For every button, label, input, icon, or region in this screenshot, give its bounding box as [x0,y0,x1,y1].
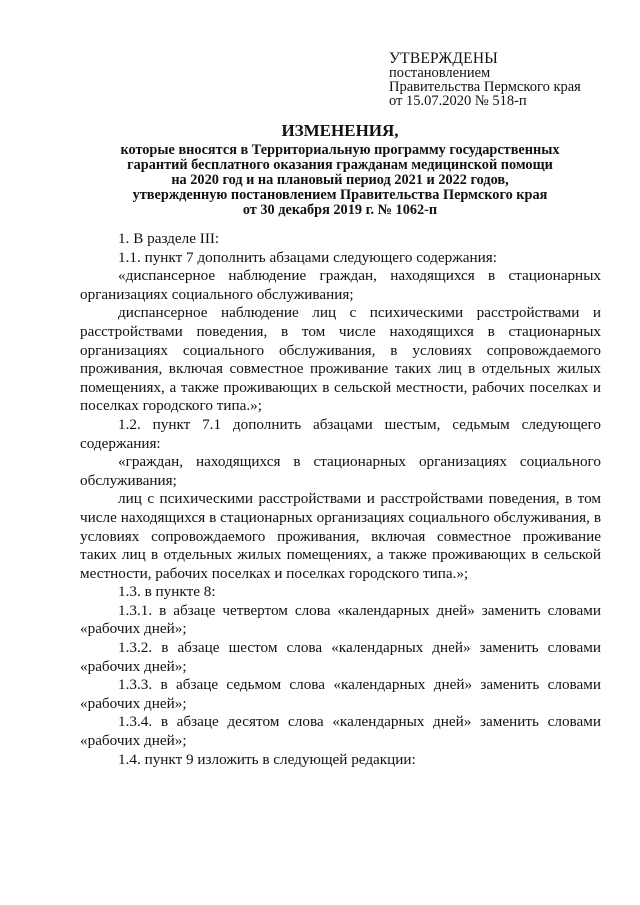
paragraph: 1.4. пункт 9 изложить в следующей редакции: [118,750,416,768]
document-subtitle-line: гарантий бесплатного оказания гражданам медицинской помощи [127,157,553,173]
paragraph: 1.3.4. в абзаце десятом слова «календарных дней» заменить словами «рабочих дней»; [80,713,601,750]
approval-line: Правительства Пермского края [389,79,581,95]
paragraph: диспансерное наблюдение лиц с психическими расстройствами и расстройствами поведения, в том числе находящихся в стационарных организациях социального обслуживания, в условиях сопровождаемого проживания, включая совместное проживание таких лиц в отдельных жилых помещениях, а также проживающих в сельской местности, рабочих поселках и поселках городского типа.»; [80,304,601,415]
paragraph: 1.3. в пункте 8: [118,583,216,601]
document-body [80,230,601,769]
approval-line: от 15.07.2020 № 518-п [389,93,527,109]
document-subtitle-line: от 30 декабря 2019 г. № 1062-п [242,202,438,218]
approval-line: постановлением [389,65,491,81]
paragraph: 1.2. пункт 7.1 дополнить абзацами шестым, седьмым следующего содержания: [80,415,601,452]
approval-title: УТВЕРЖДЕНЫ [389,50,498,67]
approval-stamp [389,52,629,108]
paragraph: «диспансерное наблюдение граждан, находящихся в стационарных организациях социального обслуживания; [80,267,601,303]
paragraph: 1.3.2. в абзаце шестом слова «календарных дней» заменить словами «рабочих дней»; [80,639,601,675]
paragraph: «граждан, находящихся в стационарных организациях социального обслуживания; [80,453,601,489]
paragraph: лиц с психическими расстройствами и расстройствами поведения, в том числе находящихся в стационарных организациях социального обслуживания, в условиях сопровождаемого проживания, включая совместное проживание таких лиц в отдельных жилых помещениях, а также проживающих в сельской местности, рабочих поселках и поселках городского типа.»; [80,490,601,582]
paragraph: 1. В разделе III: [118,230,220,247]
document-heading [60,121,620,218]
paragraph: 1.3.1. в абзаце четвертом слова «календарных дней» заменить словами «рабочих дней»; [80,601,601,638]
paragraph: 1.1. пункт 7 дополнить абзацами следующего содержания: [118,248,497,266]
document-subtitle-line: на 2020 год и на плановый период 2021 и 2022 годов, [171,172,509,188]
document-subtitle-line: утвержденную постановлением Правительства Пермского края [132,187,548,203]
document-title: ИЗМЕНЕНИЯ, [281,121,399,140]
paragraph: 1.3.3. в абзаце седьмом слова «календарных дней» заменить словами «рабочих дней»; [80,676,601,712]
document-subtitle-line: которые вносятся в Территориальную программу государственных [120,142,560,158]
